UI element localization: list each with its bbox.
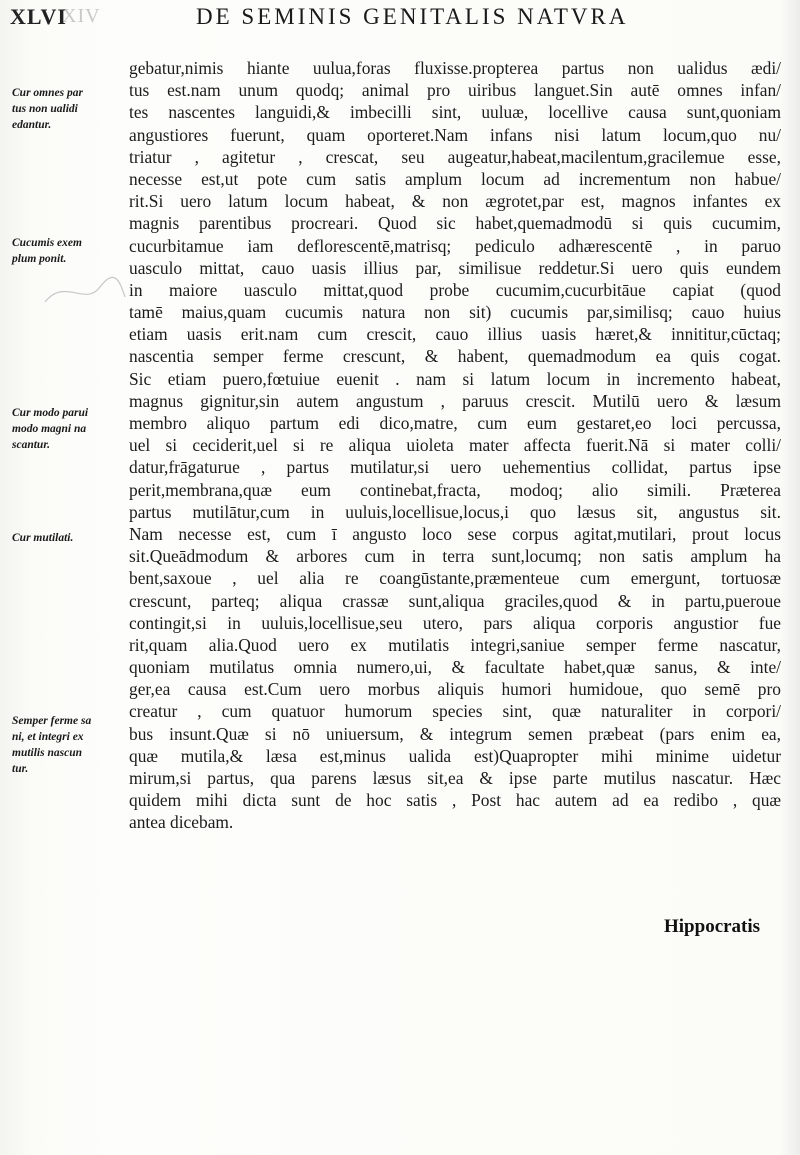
text-line: rit,quam alia.Quod uero ex mutilatis integri,saniue semper ferme nascatur, bbox=[129, 634, 781, 655]
ink-flourish-graphic bbox=[40, 272, 130, 312]
text-line: datur,frāgaturue , partus mutilatur,si uero uehementius collidat, partus ipse bbox=[129, 457, 781, 478]
text-line: triatur , agitetur , crescat, seu augeatur,habeat,macilentum,gracilemue esse, bbox=[129, 146, 781, 167]
text-line: angustiores fuerunt, quam oporteret.Nam infans nisi latum locum,quo nu/ bbox=[129, 124, 781, 145]
marginal-line: tur. bbox=[12, 763, 29, 775]
text-line: cucurbitamue iam deflorescentē,matrisq; pediculo adhærescentē , in paruo bbox=[129, 235, 781, 256]
text-line: magnus gignitur,sin autem angustum , paruus crescit. Mutilū uero & læsum bbox=[129, 390, 781, 411]
text-line: tus est.nam unum quodq; animal pro uiribus languet.Sin autē omnes infan/ bbox=[129, 80, 781, 101]
text-line: partus mutilātur,cum in uuluis,locellisue,locus,i quo læsus sit, angustus sit. bbox=[129, 501, 781, 522]
main-text-block bbox=[129, 57, 781, 834]
marginal-line: mutilis nascun bbox=[12, 747, 82, 759]
text-line: nascentia semper ferme crescunt, & habent, quemadmodum ea quis cogat. bbox=[129, 346, 781, 367]
text-line: mirum,si partus, qua parens læsus sit,ea & ipse parte mutilus nascatur. Hæc bbox=[129, 768, 781, 788]
marginal-note-1 bbox=[12, 85, 116, 133]
text-line: membro aliquo partum edi dico,matre, cum eum gestaret,eo loci percussa, bbox=[129, 413, 781, 433]
text-line: bent,saxoue , uel alia re coangūstante,præmenteue cum emergunt, tortuosæ bbox=[129, 568, 781, 589]
text-line: quidem mihi dicta sunt de hoc satis , Post hac autem ad ea redibo , quæ bbox=[129, 790, 781, 811]
marginal-line: scantur. bbox=[12, 439, 51, 451]
marginal-line: tus non ualidi bbox=[12, 103, 78, 115]
running-head: DE SEMINIS GENITALIS NATVRA bbox=[196, 4, 629, 29]
marginal-line: Cur mutilati. bbox=[12, 532, 74, 544]
marginal-note-2 bbox=[12, 235, 116, 267]
text-line: gebatur,nimis hiante uulua,foras fluxisse.propterea partus non ualidus ædi/ bbox=[129, 58, 781, 78]
text-line: etiam uasis erit.nam cum crescit, cauo illius uasis hæret,& innititur,cūctaq; bbox=[129, 324, 781, 345]
text-line: crescunt, parteq; aliqua crassæ sunt,aliqua graciles,quod & in partu,pueroue bbox=[129, 590, 781, 611]
text-line: ger,ea causa est.Cum uero morbus aliquis humori humidoue, quo semē pro bbox=[129, 679, 781, 700]
text-line: perit,membrana,quæ eum continebat,fracta, modoq; alio simili. Præterea bbox=[129, 479, 781, 500]
marginal-line: edantur. bbox=[12, 119, 52, 131]
text-line: bus insunt.Quæ si nō uniuersum, & integrum semen præbeat (pars enim ea, bbox=[129, 723, 781, 744]
text-line: in maiore uasculo mittat,quod probe cucumim,cucurbitāue capiat (quod bbox=[129, 279, 781, 300]
marginal-line: ni, et integri ex bbox=[12, 731, 84, 743]
text-line: tes nascentes languidi,& imbecilli sint, uuluæ, locellive causa sunt,quoniam bbox=[129, 102, 781, 123]
text-line: Nam necesse est, cum ī angusto loco sese corpus agitat,mutilari, prout locus bbox=[129, 523, 781, 544]
text-line: contingit,si in uuluis,locellisue,seu utero, pars aliqua corporis angustior fue bbox=[129, 612, 781, 633]
marginal-line: Cur omnes par bbox=[12, 87, 83, 99]
catchword: Hippocratis bbox=[664, 916, 761, 937]
marginal-line: Semper ferme sa bbox=[12, 715, 92, 727]
marginal-line: plum ponit. bbox=[12, 253, 67, 265]
text-line: necesse est,ut pote cum satis amplum locum ad incrementum non habue/ bbox=[129, 168, 781, 189]
text-line: sit.Queādmodum & arbores cum in terra sunt,locumq; non satis amplum ha bbox=[129, 546, 781, 567]
marginal-line: Cucumis exem bbox=[12, 237, 82, 249]
text-line: quæ mutila,& læsa est,minus ualida est)Quapropter mihi minime uidetur bbox=[129, 745, 781, 766]
text-line: uel si ceciderit,uel si re aliqua uioleta mater affecta fuerit.Nā si mater colli/ bbox=[129, 435, 781, 456]
marginal-note-5 bbox=[12, 713, 116, 777]
folio-number: XLVI bbox=[10, 4, 67, 29]
marginal-note-3 bbox=[12, 405, 116, 453]
text-line: magnis parentibus procreari. Quod sic habet,quemadmodū si quis cucumim, bbox=[129, 213, 781, 234]
text-line: quoniam mutilatus omnia numero,ui, & facultate habet,quæ sanus, & inte/ bbox=[129, 657, 781, 678]
marginal-line: modo magni na bbox=[12, 423, 87, 435]
show-through-folio: XIV bbox=[62, 5, 101, 27]
marginal-note-4 bbox=[12, 530, 116, 546]
text-line: creatur , cum quatuor humorum species sint, quæ naturaliter in corpori/ bbox=[129, 701, 781, 722]
text-line: uasculo mittat, cauo uasis illius par, similisue reddetur.Si uero quis eundem bbox=[129, 257, 781, 278]
text-line: Sic etiam puero,fœtuiue euenit . nam si latum locum in incremento habeat, bbox=[129, 368, 781, 389]
marginal-line: Cur modo parui bbox=[12, 407, 89, 419]
text-line: antea dicebam. bbox=[129, 812, 234, 833]
text-line: tamē maius,quam cucumis natura non sit) cucumis par,similisq; cauo huius bbox=[129, 302, 781, 323]
text-line: rit.Si uero latum locum habeat, & non ægrotet,par est, magnos infantes ex bbox=[129, 191, 781, 212]
